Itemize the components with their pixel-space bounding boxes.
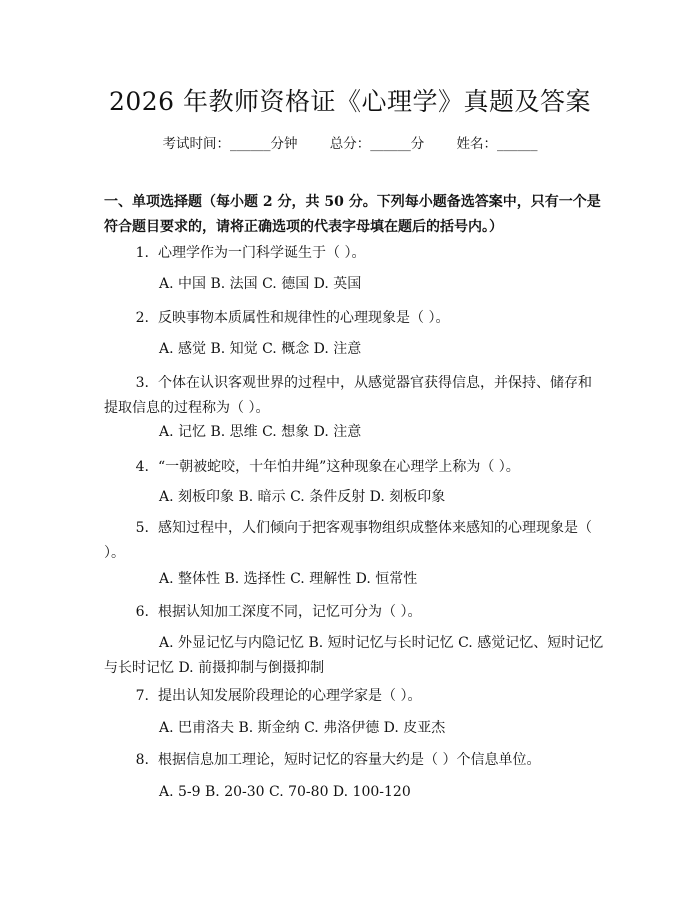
question-7-options: A. 巴甫洛夫 B. 斯金纳 C. 弗洛伊德 D. 皮亚杰	[159, 720, 446, 736]
question-text: 心理学作为一门科学诞生于（ ）。	[158, 245, 366, 261]
question-8-options: A. 5-9 B. 20-30 C. 70-80 D. 100-120	[159, 784, 411, 800]
question-7	[104, 684, 604, 709]
exam-time: 考试时间：______分钟	[162, 136, 298, 152]
question-text: “一朝被蛇咬，十年怕井绳”这种现象在心理学上称为（ ）。	[158, 459, 520, 475]
question-number: 7.	[135, 688, 149, 704]
question-text: 提出认知发展阶段理论的心理学家是（ ）。	[158, 688, 422, 704]
question-number: 4.	[135, 459, 149, 475]
question-3-options: A. 记忆 B. 思维 C. 想象 D. 注意	[159, 424, 362, 440]
question-6	[104, 600, 604, 625]
section-heading: 一、单项选择题（每小题 2 分，共 50 分。下列每小题备选答案中，只有一个是符合题目要求的，请将正确选项的代表字母填在题后的括号内。）	[104, 194, 601, 235]
question-3	[104, 371, 604, 421]
page-title: 2026 年教师资格证《心理学》真题及答案	[108, 87, 592, 116]
question-text: 感知过程中，人们倾向于把客观事物组织成整体来感知的心理现象是（ ）。	[104, 520, 592, 561]
question-number: 2.	[135, 310, 149, 326]
question-4-options: A. 刻板印象 B. 暗示 C. 条件反射 D. 刻板印象	[159, 489, 446, 505]
question-2-options: A. 感觉 B. 知觉 C. 概念 D. 注意	[159, 341, 362, 357]
question-5-options: A. 整体性 B. 选择性 C. 理解性 D. 恒常性	[159, 571, 418, 587]
exam-name: 姓名：______	[456, 136, 538, 152]
question-number: 5.	[135, 520, 149, 536]
question-text: 个体在认识客观世界的过程中，从感觉器官获得信息，并保持、储存和提取信息的过程称为（ ）。	[104, 375, 592, 416]
question-number: 6.	[135, 604, 149, 620]
exam-score: 总分：______分	[329, 136, 425, 152]
exam-meta	[0, 132, 700, 152]
question-1-options: A. 中国 B. 法国 C. 德国 D. 英国	[159, 276, 362, 292]
question-4	[104, 455, 604, 480]
question-1	[104, 241, 604, 266]
question-8	[104, 748, 604, 773]
question-number: 3.	[135, 375, 149, 391]
question-number: 1.	[135, 245, 149, 261]
question-text: 反映事物本质属性和规律性的心理现象是（ ）。	[158, 310, 450, 326]
question-text: 根据认知加工深度不同，记忆可分为（ ）。	[158, 604, 422, 620]
question-number: 8.	[135, 752, 149, 768]
question-5	[104, 516, 604, 566]
question-text: 根据信息加工理论，短时记忆的容量大约是（ ）个信息单位。	[158, 752, 541, 768]
question-2	[104, 306, 604, 331]
question-6-options: A. 外显记忆与内隐记忆 B. 短时记忆与长时记忆 C. 感觉记忆、短时记忆与长时记忆 D. 前摄抑制与倒摄抑制	[104, 635, 604, 676]
